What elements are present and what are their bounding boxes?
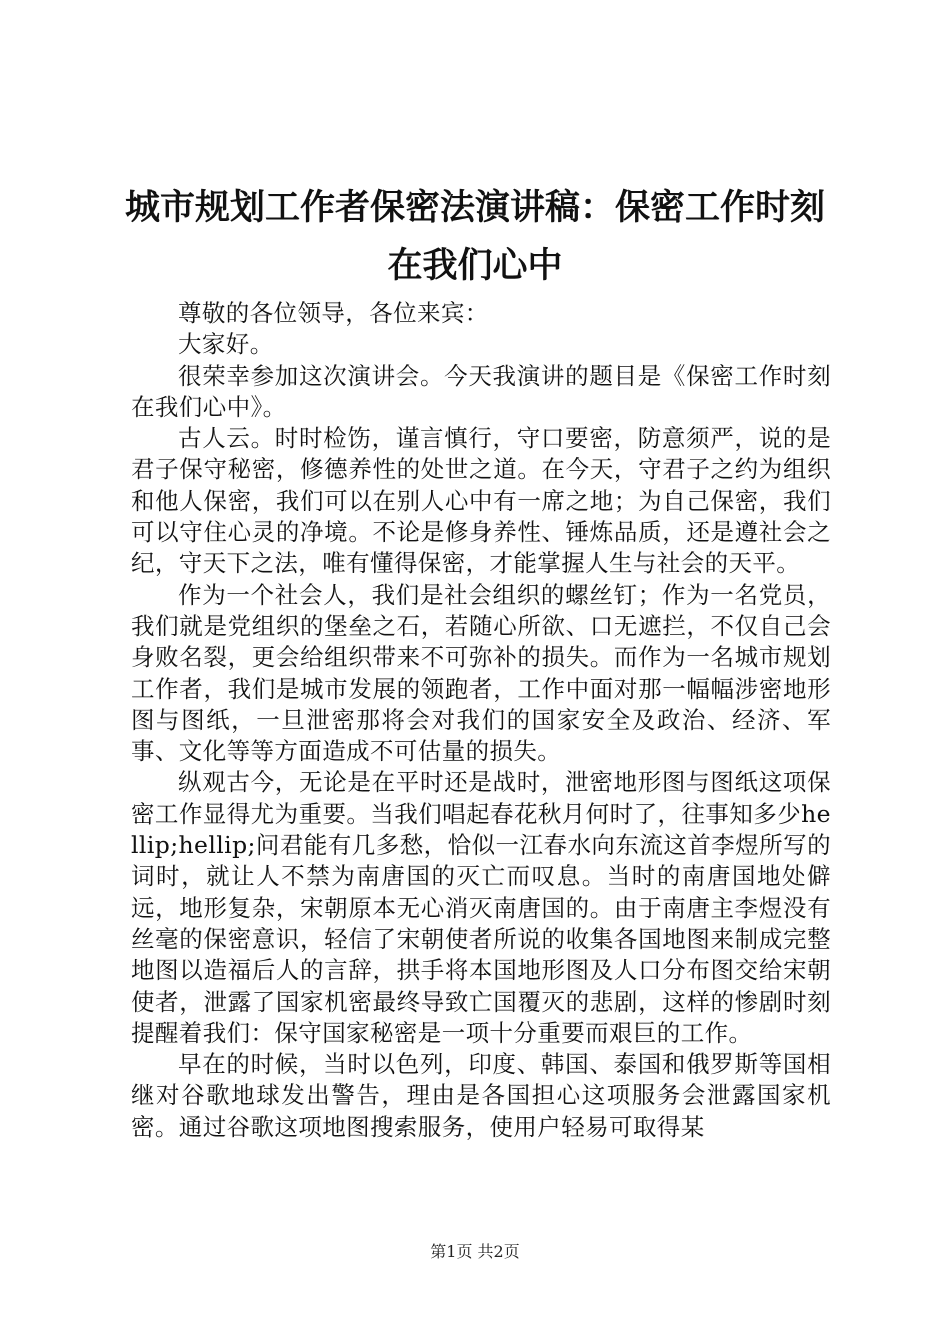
document-title-line-2: 在我们心中 bbox=[387, 245, 563, 286]
salutation: 尊敬的各位领导，各位来宾： bbox=[178, 299, 489, 327]
body-paragraph: 作为一个社会人，我们是社会组织的螺丝钉；作为一名党员，我们就是党组织的堡垒之石，若随心所欲、口无遮拦，不仅自己会身败名裂，更会给组织带来不可弥补的损失。而作为一名城市规划工作者，我们是城市发展的领跑者，工作中面对那一幅幅涉密地形图与图纸，一旦泄密那将会对我们的国家安全及政治、经济、军事、文化等等方面造成不可估量的损失。 bbox=[131, 580, 831, 766]
page-number-footer: 第1页 共2页 bbox=[430, 1242, 520, 1261]
body-paragraph: 古人云。时时检饬，谨言慎行，守口要密，防意须严，说的是君子保守秘密，修德养性的处世之道。在今天，守君子之约为组织和他人保密，我们可以在别人心中有一席之地；为自己保密，我们可以守住心灵的净境。不论是修身养性、锤炼品质，还是遵社会之纪，守天下之法，唯有懂得保密，才能掌握人生与社会的天平。 bbox=[131, 424, 831, 578]
greeting: 大家好。 bbox=[178, 330, 274, 359]
body-paragraph: 早在的时候，当时以色列，印度、韩国、泰国和俄罗斯等国相继对谷歌地球发出警告，理由是各国担心这项服务会泄露国家机密。通过谷歌这项地图搜索服务，使用户轻易可取得某 bbox=[131, 1050, 831, 1141]
document-title-line-1: 城市规划工作者保密法演讲稿：保密工作时刻 bbox=[124, 187, 825, 228]
body-paragraph: 纵观古今，无论是在平时还是战时，泄密地形图与图纸这项保密工作显得尤为重要。当我们唱起春花秋月何时了，往事知多少hellip;hellip;问君能有几多愁，恰似一江春水向东流这首李煜所写的词时，就让人不禁为南唐国的灭亡而叹息。当时的南唐国地处僻远，地形复杂，宋朝原本无心消灭南唐国的。由于南唐主李煜没有丝毫的保密意识，轻信了宋朝使者所说的收集各国地图来制成完整地图以造福后人的言辞，拱手将本国地形图及人口分布图交给宋朝使者，泄露了国家机密最终导致亡国覆灭的悲剧，这样的惨剧时刻提醒着我们：保守国家秘密是一项十分重要而艰巨的工作。 bbox=[131, 768, 831, 1047]
body-paragraph: 很荣幸参加这次演讲会。今天我演讲的题目是《保密工作时刻在我们心中》。 bbox=[131, 361, 831, 421]
document-body bbox=[131, 298, 831, 1143]
